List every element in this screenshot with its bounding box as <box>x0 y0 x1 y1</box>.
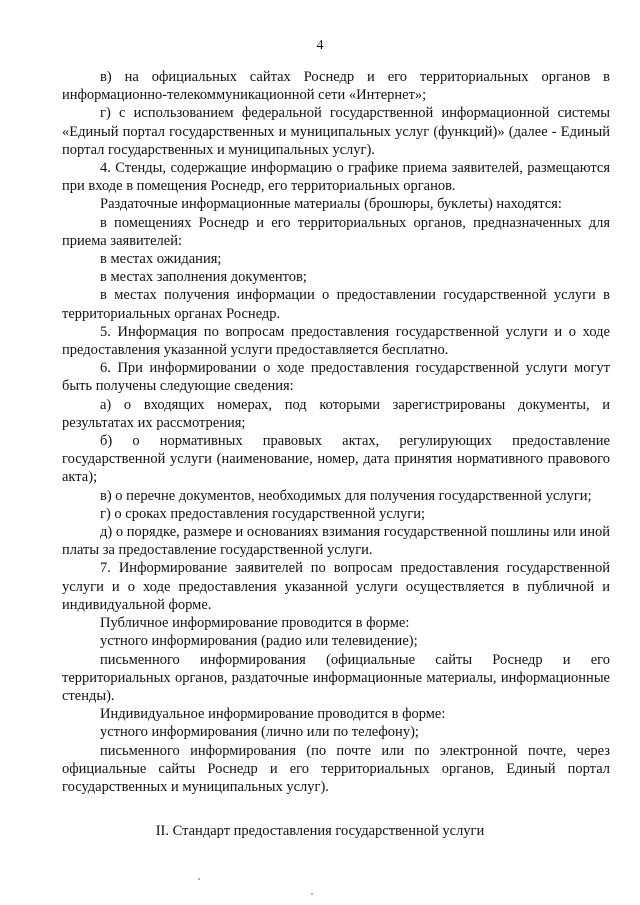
section-heading: II. Стандарт предоставления государственной услуги <box>155 823 485 839</box>
scan-speck <box>311 893 313 895</box>
paragraph-individual-oral: устного информирования (лично или по телефону); <box>100 724 419 741</box>
scan-speck <box>198 878 200 880</box>
paragraph-6-information-details: 6. При информировании о ходе предоставления государственной услуги могут быть получены следующие сведения: <box>62 360 610 395</box>
paragraph-5-free-information: 5. Информация по вопросам предоставления государственной услуги и о ходе предоставления указанной услуги предоставляется бесплатно. <box>62 323 610 359</box>
paragraph-document-filling-areas: в местах заполнения документов; <box>100 269 307 286</box>
paragraph-item-g-deadlines: г) о сроках предоставления государственной услуги; <box>100 505 425 522</box>
paragraph-item-d-fees: д) о порядке, размере и основаниях взимания государственной пошлины или иной платы за предоставление государственной услуги. <box>62 524 610 559</box>
paragraph-public-oral: устного информирования (радио или телевидение); <box>100 633 418 650</box>
paragraph-7-informing-forms: 7. Информирование заявителей по вопросам предоставления государственной услуги и о ходе предоставления указанной услуги осуществляется в публичной и индивидуальной форме. <box>62 560 610 613</box>
paragraph-handout-materials: Раздаточные информационные материалы (брошюры, буклеты) находятся: <box>100 196 562 213</box>
paragraph-information-areas: в местах получения информации о предоставлении государственной услуги в территориальных органах Роснедр. <box>62 287 610 322</box>
paragraph-public-written: письменного информирования (официальные сайты Роснедр и его территориальных органов, раздаточные информационные материалы, информационные стенды). <box>62 651 610 704</box>
paragraph-premises: в помещениях Роснедр и его территориальных органов, предназначенных для приема заявителей: <box>62 214 610 249</box>
paragraph-item-v-documents-list: в) о перечне документов, необходимых для получения государственной услуги; <box>100 487 592 504</box>
paragraph-item-v-websites: в) на официальных сайтах Роснедр и его территориальных органов в информационно-телекоммуникационной сети «Интернет»; <box>62 69 610 104</box>
paragraph-item-g-unified-portal: г) с использованием федеральной государственной информационной системы «Единый портал государственных и муниципальных услуг (функций)» (далее - Единый портал государственных и муниципальных услуг). <box>62 105 610 158</box>
document-body <box>62 68 610 796</box>
paragraph-individual-written: письменного информирования (по почте или по электронной почте, через официальные сайты Роснедр и его территориальных органов, Единый портал государственных и муниципальных услуг). <box>62 742 610 795</box>
page-number: 4 <box>316 38 324 53</box>
paragraph-item-a-incoming-numbers: а) о входящих номерах, под которыми зарегистрированы документы, и результатах их рассмотрения; <box>62 396 610 431</box>
paragraph-waiting-areas: в местах ожидания; <box>100 251 222 268</box>
paragraph-individual-informing: Индивидуальное информирование проводится в форме: <box>100 706 446 723</box>
paragraph-4-stands: 4. Стенды, содержащие информацию о графике приема заявителей, размещаются при входе в помещения Роснедр, его территориальных органов. <box>62 160 610 195</box>
paragraph-item-b-normative-acts: б) о нормативных правовых актах, регулирующих предоставление государственной услуги (наименование, номер, дата принятия нормативного правового акта); <box>62 433 610 486</box>
paragraph-public-informing: Публичное информирование проводится в форме: <box>100 615 410 632</box>
